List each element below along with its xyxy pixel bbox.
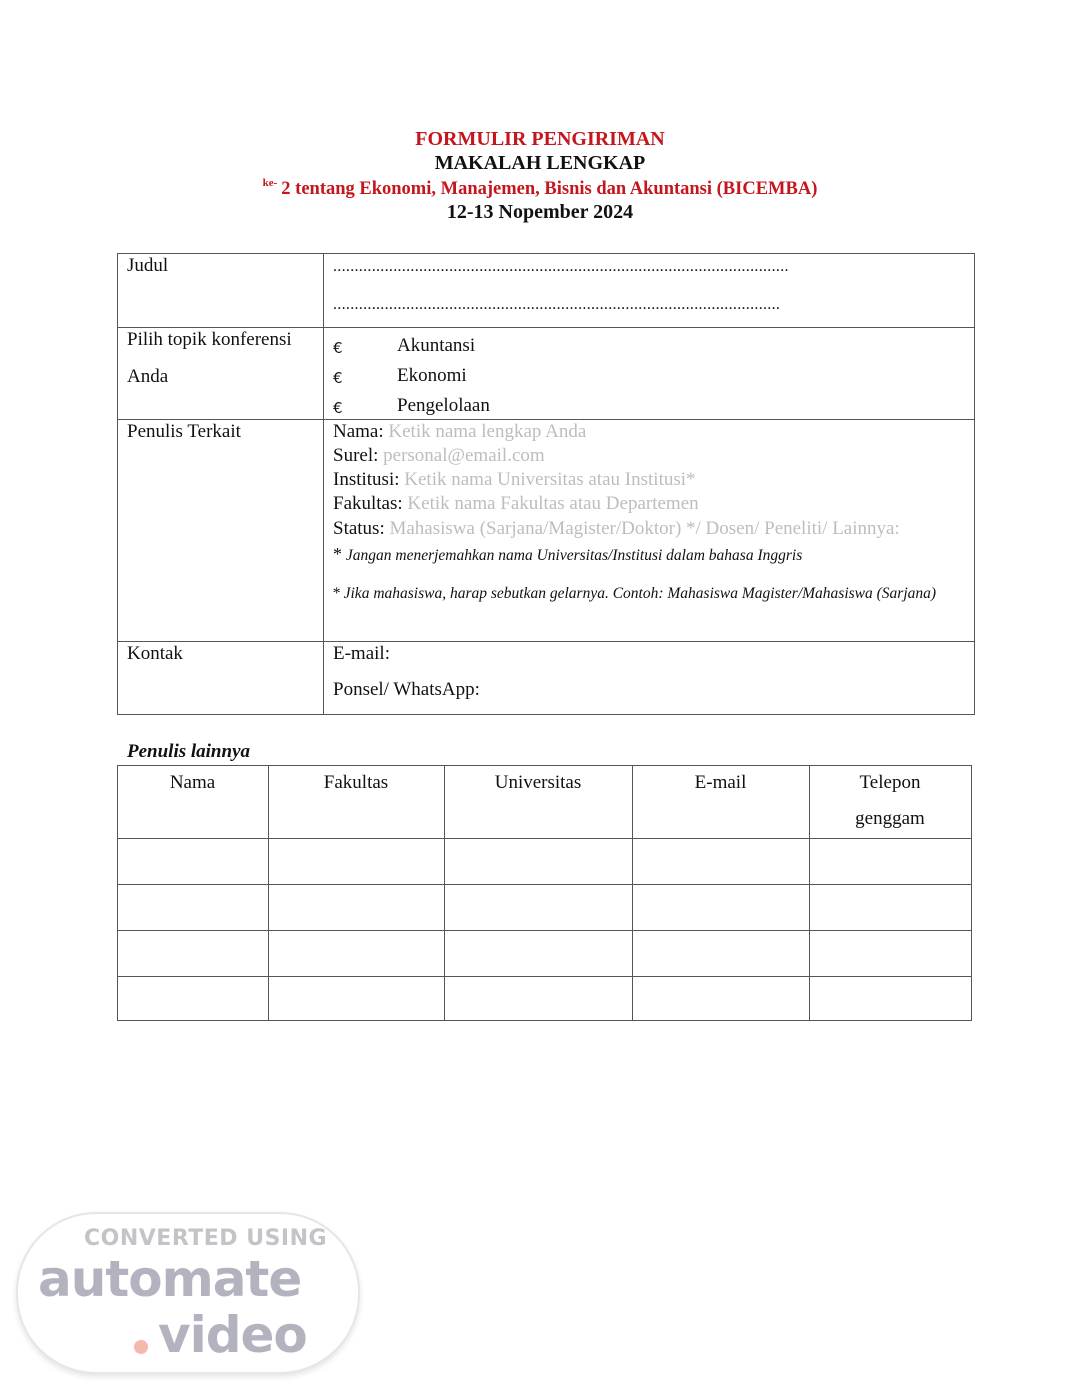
conference-ordinal: ke- — [262, 177, 278, 189]
table-cell-input[interactable] — [121, 842, 264, 880]
row-divider — [117, 884, 972, 885]
table-border — [971, 765, 972, 1021]
topic-option-pengelolaan[interactable]: Pengelolaan — [397, 395, 490, 416]
column-divider — [444, 765, 445, 1021]
watermark-video-text — [140, 1306, 307, 1364]
form-title: FORMULIR PENGIRIMAN — [415, 128, 665, 150]
table-border — [974, 253, 975, 715]
table-border — [117, 714, 975, 715]
column-header-universitas: Universitas — [494, 772, 582, 793]
table-cell-input[interactable] — [121, 888, 264, 926]
watermark-automate-text: automate — [38, 1250, 302, 1308]
title-label: Judul — [127, 255, 169, 276]
table-cell-input[interactable] — [636, 980, 805, 1016]
contact-phone-field[interactable]: Ponsel/ WhatsApp: — [333, 679, 480, 700]
contact-label: Kontak — [127, 643, 183, 664]
checkbox-pengelolaan-icon[interactable]: € — [333, 399, 343, 417]
column-header-email: E-mail — [694, 772, 747, 793]
table-cell-input[interactable] — [813, 980, 967, 1016]
table-cell-input[interactable] — [636, 934, 805, 972]
name-placeholder: Ketik nama lengkap Anda — [388, 421, 587, 442]
table-cell-input[interactable] — [448, 842, 628, 880]
conference-name — [0, 177, 1080, 200]
table-cell-input[interactable] — [272, 980, 440, 1016]
status-label: Status: — [333, 518, 385, 539]
author-email-field[interactable] — [333, 445, 545, 467]
other-authors-heading: Penulis lainnya — [127, 741, 250, 762]
contact-email-field[interactable]: E-mail: — [333, 643, 390, 664]
author-label: Penulis Terkait — [127, 421, 241, 442]
column-header-nama: Nama — [169, 772, 216, 793]
checkbox-ekonomi-icon[interactable]: € — [333, 369, 343, 387]
column-divider — [268, 765, 269, 1021]
column-divider — [809, 765, 810, 1021]
table-cell-input[interactable] — [813, 842, 967, 880]
row-divider — [117, 641, 975, 642]
email-label: Surel: — [333, 445, 379, 466]
table-cell-input[interactable] — [121, 934, 264, 972]
row-divider — [117, 930, 972, 931]
column-divider — [632, 765, 633, 1021]
converter-watermark — [16, 1212, 360, 1374]
table-border — [117, 253, 975, 254]
row-divider — [117, 976, 972, 977]
submission-form-table — [117, 253, 975, 715]
conference-line: 2 tentang Ekonomi, Manajemen, Bisnis dan Akuntansi (BICEMBA) — [281, 179, 818, 199]
status-placeholder: Mahasiswa (Sarjana/Magister/Doktor) */ Dosen/ Peneliti/ Lainnya: — [389, 518, 900, 539]
row-divider — [117, 419, 975, 420]
table-cell-input[interactable] — [448, 888, 628, 926]
table-cell-input[interactable] — [813, 934, 967, 972]
author-faculty-field[interactable] — [333, 493, 699, 515]
other-authors-table — [117, 765, 972, 1021]
row-divider — [117, 838, 972, 839]
topic-label-line-2: Anda — [127, 366, 169, 387]
table-cell-input[interactable] — [121, 980, 264, 1016]
table-border — [117, 1020, 972, 1021]
title-input-line-1[interactable]: .......................................................................................................... — [333, 258, 789, 275]
author-name-field[interactable] — [333, 421, 586, 443]
column-divider — [323, 253, 324, 715]
institution-label: Institusi: — [333, 469, 400, 490]
topic-label-line-1: Pilih topik konferensi — [127, 329, 292, 350]
form-subtitle: MAKALAH LENGKAP — [434, 152, 646, 174]
topic-option-akuntansi[interactable]: Akuntansi — [397, 335, 476, 356]
note-star: * — [333, 544, 342, 564]
watermark-video-word: video — [158, 1306, 307, 1364]
institution-note — [333, 544, 802, 565]
topic-option-ekonomi[interactable]: Ekonomi — [397, 365, 467, 386]
column-header-telepon: Telepon genggam — [855, 772, 925, 829]
faculty-label: Fakultas: — [333, 493, 403, 514]
row-divider — [117, 327, 975, 328]
column-header-fakultas: Fakultas — [323, 772, 389, 793]
table-cell-input[interactable] — [448, 934, 628, 972]
name-label: Nama: — [333, 421, 384, 442]
table-cell-input[interactable] — [813, 888, 967, 926]
table-cell-input[interactable] — [448, 980, 628, 1016]
table-cell-input[interactable] — [272, 934, 440, 972]
student-degree-note: * Jika mahasiswa, harap sebutkan gelarnya. Contoh: Mahasiswa Magister/Mahasiswa (Sarjana) — [332, 585, 937, 602]
table-cell-input[interactable] — [636, 888, 805, 926]
table-border — [117, 253, 118, 715]
watermark-converted-text: CONVERTED USING — [84, 1226, 328, 1251]
table-cell-input[interactable] — [636, 842, 805, 880]
table-border — [117, 765, 118, 1021]
title-input-line-2[interactable]: ........................................................................................................ — [333, 296, 781, 313]
author-institution-field[interactable] — [333, 469, 696, 491]
checkbox-akuntansi-icon[interactable]: € — [333, 339, 343, 357]
table-cell-input[interactable] — [272, 842, 440, 880]
institution-placeholder: Ketik nama Universitas atau Institusi* — [404, 469, 696, 490]
table-cell-input[interactable] — [272, 888, 440, 926]
faculty-placeholder: Ketik nama Fakultas atau Departemen — [407, 493, 699, 514]
email-placeholder: personal@email.com — [383, 445, 545, 466]
conference-date: 12-13 Nopember 2024 — [446, 201, 634, 223]
institution-note-text: Jangan menerjemahkan nama Universitas/Institusi dalam bahasa Inggris — [345, 547, 803, 564]
author-status-field[interactable] — [333, 518, 900, 540]
